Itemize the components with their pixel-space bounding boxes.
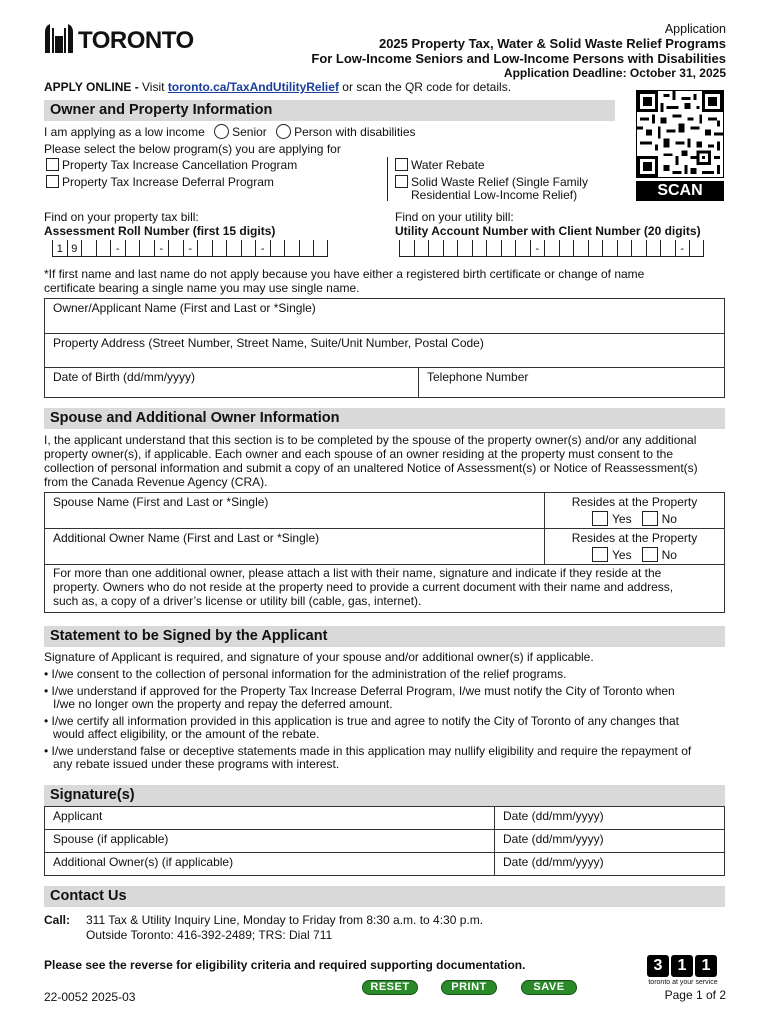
statement-bullet-cont: I/we no longer own the property and repay the deferred amount. (53, 697, 393, 711)
utility-digit[interactable] (399, 240, 414, 257)
roll-digit[interactable] (313, 240, 328, 257)
utility-digit[interactable] (414, 240, 429, 257)
statement-bullet: • I/we certify all information provided in this application is true and agree to notify the City of Toronto of any changes that (44, 714, 679, 728)
statement-intro: Signature of Applicant is required, and signature of your spouse and/or additional owner(s) if applicable. (44, 650, 594, 664)
owner-section-heading: Owner and Property Information (44, 100, 615, 121)
roll-digit[interactable]: - (154, 240, 169, 257)
utility-digit[interactable]: - (530, 240, 545, 257)
311-digit: 3 (647, 955, 669, 977)
low-income-row (44, 124, 416, 140)
311-tagline: toronto at your service (648, 979, 718, 986)
print-button[interactable]: PRINT (441, 980, 497, 995)
additional-signature-field[interactable]: Additional Owner(s) (if applicable) (45, 853, 495, 876)
spouse-table (44, 492, 725, 613)
spouse-date-field[interactable]: Date (dd/mm/yyyy) (495, 830, 725, 853)
water-checkbox[interactable] (395, 158, 408, 171)
single-name-note-1: *If first name and last name do not apply because you have either a registered birth certificate or change of name (44, 267, 645, 281)
utility-digit[interactable] (646, 240, 661, 257)
roll-number-input[interactable] (52, 240, 328, 257)
dob-field[interactable]: Date of Birth (dd/mm/yyyy) (45, 368, 419, 398)
utility-digit[interactable] (515, 240, 530, 257)
spouse-yes-label: Yes (612, 512, 632, 526)
deadline: Application Deadline: October 31, 2025 (503, 66, 726, 80)
311-digit: 1 (671, 955, 693, 977)
solid-waste-checkbox[interactable] (395, 175, 408, 188)
scan-label: SCAN (636, 181, 724, 201)
cancellation-checkbox[interactable] (46, 158, 59, 171)
reset-button[interactable]: RESET (362, 980, 418, 995)
water-label: Water Rebate (411, 158, 485, 172)
statement-section-heading: Statement to be Signed by the Applicant (44, 626, 725, 647)
roll-digit[interactable] (81, 240, 96, 257)
applicant-signature-field[interactable]: Applicant (45, 807, 495, 830)
roll-digit[interactable] (241, 240, 256, 257)
multi-owner-note-2: property. Owners who do not reside at the property need to provide a current document with their name and address, (53, 580, 674, 594)
signatures-table (44, 806, 725, 876)
select-programs-label: Please select the below program(s) you are applying for (44, 142, 341, 156)
low-income-label: I am applying as a low income (44, 125, 205, 139)
form-subtitle: For Low-Income Seniors and Low-Income Persons with Disabilities (311, 51, 726, 66)
utility-digit[interactable] (443, 240, 458, 257)
logo-wordmark: TORONTO (78, 27, 194, 54)
form-code: 22-0052 2025-03 (44, 990, 136, 1004)
deferral-checkbox[interactable] (46, 175, 59, 188)
city-hall-icon (44, 22, 74, 54)
form-header (311, 22, 726, 81)
roll-digit[interactable] (226, 240, 241, 257)
program-water (395, 157, 485, 173)
statement-body (44, 651, 691, 771)
spouse-no-label: No (661, 512, 677, 526)
contact-line-1: 311 Tax & Utility Inquiry Line, Monday to Friday from 8:30 a.m. to 4:30 p.m. (86, 913, 484, 927)
program-deferral (46, 174, 274, 190)
reverse-note: Please see the reverse for eligibility criteria and required supporting documentation. (44, 958, 526, 972)
statement-bullet-cont: would affect eligibility, or the amount of the rebate. (53, 727, 320, 741)
311-digit: 1 (695, 955, 717, 977)
qr-code (636, 90, 724, 178)
roll-digit[interactable] (212, 240, 227, 257)
spouse-yes-checkbox[interactable] (592, 511, 608, 526)
owner-no-label: No (661, 548, 677, 562)
call-label: Call: (44, 913, 71, 927)
roll-digit[interactable] (270, 240, 285, 257)
spouse-resides (545, 493, 725, 529)
senior-label: Senior (232, 125, 267, 139)
utility-digit[interactable] (472, 240, 487, 257)
telephone-field[interactable]: Telephone Number (419, 368, 725, 398)
deferral-label: Property Tax Increase Deferral Program (62, 175, 274, 189)
applicant-date-field[interactable]: Date (dd/mm/yyyy) (495, 807, 725, 830)
utility-number-input[interactable] (399, 240, 704, 257)
spouse-intro-4: from the Canada Revenue Agency (CRA). (44, 475, 268, 489)
program-divider (387, 157, 388, 201)
spouse-name-field[interactable]: Spouse Name (First and Last or *Single) (45, 493, 545, 529)
form-type: Application (664, 22, 726, 36)
apply-visit: Visit (138, 80, 168, 94)
multi-owner-note-1: For more than one additional owner, please attach a list with their name, signature and indicate if they reside at the (53, 566, 662, 580)
apply-suffix: or scan the QR code for details. (338, 80, 512, 94)
utility-digit[interactable] (573, 240, 588, 257)
save-button[interactable]: SAVE (521, 980, 577, 995)
roll-digit[interactable] (197, 240, 212, 257)
apply-link[interactable]: toronto.ca/TaxAndUtilityRelief (167, 80, 339, 94)
utility-digit[interactable]: - (675, 240, 690, 257)
single-name-note-2: certificate bearing a single name you may use single name. (44, 281, 360, 295)
statement-bullet: • I/we understand if approved for the Property Tax Increase Deferral Program, I/we must notify the City of Toronto when (44, 684, 675, 698)
solid-waste-label-2: Residential Low-Income Relief) (411, 188, 578, 202)
statement-bullet: • I/we consent to the collection of personal information for the administration of the relief programs. (44, 667, 567, 681)
utility-digit[interactable] (617, 240, 632, 257)
owner-resides-label: Resides at the Property (571, 531, 698, 545)
toronto-logo (44, 22, 194, 54)
owner-yes-checkbox[interactable] (592, 547, 608, 562)
owner-details-table (44, 298, 725, 398)
contact-details (86, 913, 483, 943)
program-cancellation (46, 157, 297, 173)
utility-bill-find: Find on your utility bill: (395, 210, 514, 224)
roll-digit[interactable] (168, 240, 183, 257)
page-number: Page 1 of 2 (664, 988, 726, 1002)
roll-number-label: Assessment Roll Number (first 15 digits) (44, 224, 276, 238)
owner-yes-label: Yes (612, 548, 632, 562)
spouse-signature-field[interactable]: Spouse (if applicable) (45, 830, 495, 853)
utility-digit[interactable] (559, 240, 574, 257)
owner-name-field[interactable]: Owner/Applicant Name (First and Last or *Single) (45, 299, 725, 334)
roll-digit[interactable] (139, 240, 154, 257)
utility-digit[interactable] (544, 240, 559, 257)
utility-digit[interactable] (631, 240, 646, 257)
utility-digit[interactable] (428, 240, 443, 257)
spouse-intro-3: collection of personal information and submit a copy of an unaltered Notice of Assessment(s) or Notice of Reassessment(s) (44, 461, 698, 475)
roll-digit[interactable] (284, 240, 299, 257)
multi-owner-note-3: such as, a copy of a driver’s license or utility bill (cable, gas, internet). (53, 594, 422, 608)
apply-online-line (44, 80, 511, 94)
spouse-resides-label: Resides at the Property (571, 495, 698, 509)
utility-digit[interactable] (501, 240, 516, 257)
property-address-field[interactable]: Property Address (Street Number, Street Name, Suite/Unit Number, Postal Code) (45, 334, 725, 368)
utility-digit[interactable] (486, 240, 501, 257)
owner-no-checkbox[interactable] (642, 547, 658, 562)
roll-digit[interactable]: - (110, 240, 125, 257)
additional-date-field[interactable]: Date (dd/mm/yyyy) (495, 853, 725, 876)
multi-owner-note (45, 565, 725, 613)
311-logo (640, 955, 726, 986)
solid-waste-label-1: Solid Waste Relief (Single Family (411, 175, 588, 189)
statement-bullet-cont: any rebate issued under these programs with interest. (53, 757, 340, 771)
cancellation-label: Property Tax Increase Cancellation Program (62, 158, 298, 172)
roll-digit[interactable]: 1 (52, 240, 67, 257)
roll-digit[interactable]: - (255, 240, 270, 257)
disabilities-radio[interactable] (276, 124, 291, 139)
qr-block (636, 90, 724, 202)
utility-digit[interactable] (588, 240, 603, 257)
statement-bullet: • I/we understand false or deceptive statements made in this application may nullify eligibility and require the repayment of (44, 744, 692, 758)
disabilities-label: Person with disabilities (294, 125, 416, 139)
utility-digit[interactable] (689, 240, 704, 257)
utility-number-label: Utility Account Number with Client Number (20 digits) (395, 224, 701, 238)
additional-owner-field[interactable]: Additional Owner Name (First and Last or *Single) (45, 529, 545, 565)
roll-digit[interactable]: - (183, 240, 198, 257)
form-title: 2025 Property Tax, Water & Solid Waste Relief Programs (378, 36, 726, 51)
utility-digit[interactable] (602, 240, 617, 257)
roll-digit[interactable]: 9 (67, 240, 82, 257)
spouse-intro-2: property owner(s), if applicable. Each owner and each spouse of an owner residing at the property must consent to the (44, 447, 674, 461)
utility-digit[interactable] (660, 240, 675, 257)
roll-digit[interactable] (299, 240, 314, 257)
apply-online-label: APPLY ONLINE - (44, 80, 139, 94)
tax-bill-find: Find on your property tax bill: (44, 210, 199, 224)
owner-resides (545, 529, 725, 565)
spouse-section-heading: Spouse and Additional Owner Information (44, 408, 725, 429)
utility-digit[interactable] (457, 240, 472, 257)
contact-line-2: Outside Toronto: 416-392-2489; TRS: Dial 711 (86, 928, 333, 942)
roll-digit[interactable] (125, 240, 140, 257)
contact-section-heading: Contact Us (44, 886, 725, 907)
spouse-no-checkbox[interactable] (642, 511, 658, 526)
spouse-intro-1: I, the applicant understand that this section is to be completed by the spouse of the property owner(s) and/or any additional (44, 433, 697, 447)
roll-digit[interactable] (96, 240, 111, 257)
senior-radio[interactable] (214, 124, 229, 139)
spouse-intro (44, 433, 698, 489)
signatures-section-heading: Signature(s) (44, 785, 725, 806)
